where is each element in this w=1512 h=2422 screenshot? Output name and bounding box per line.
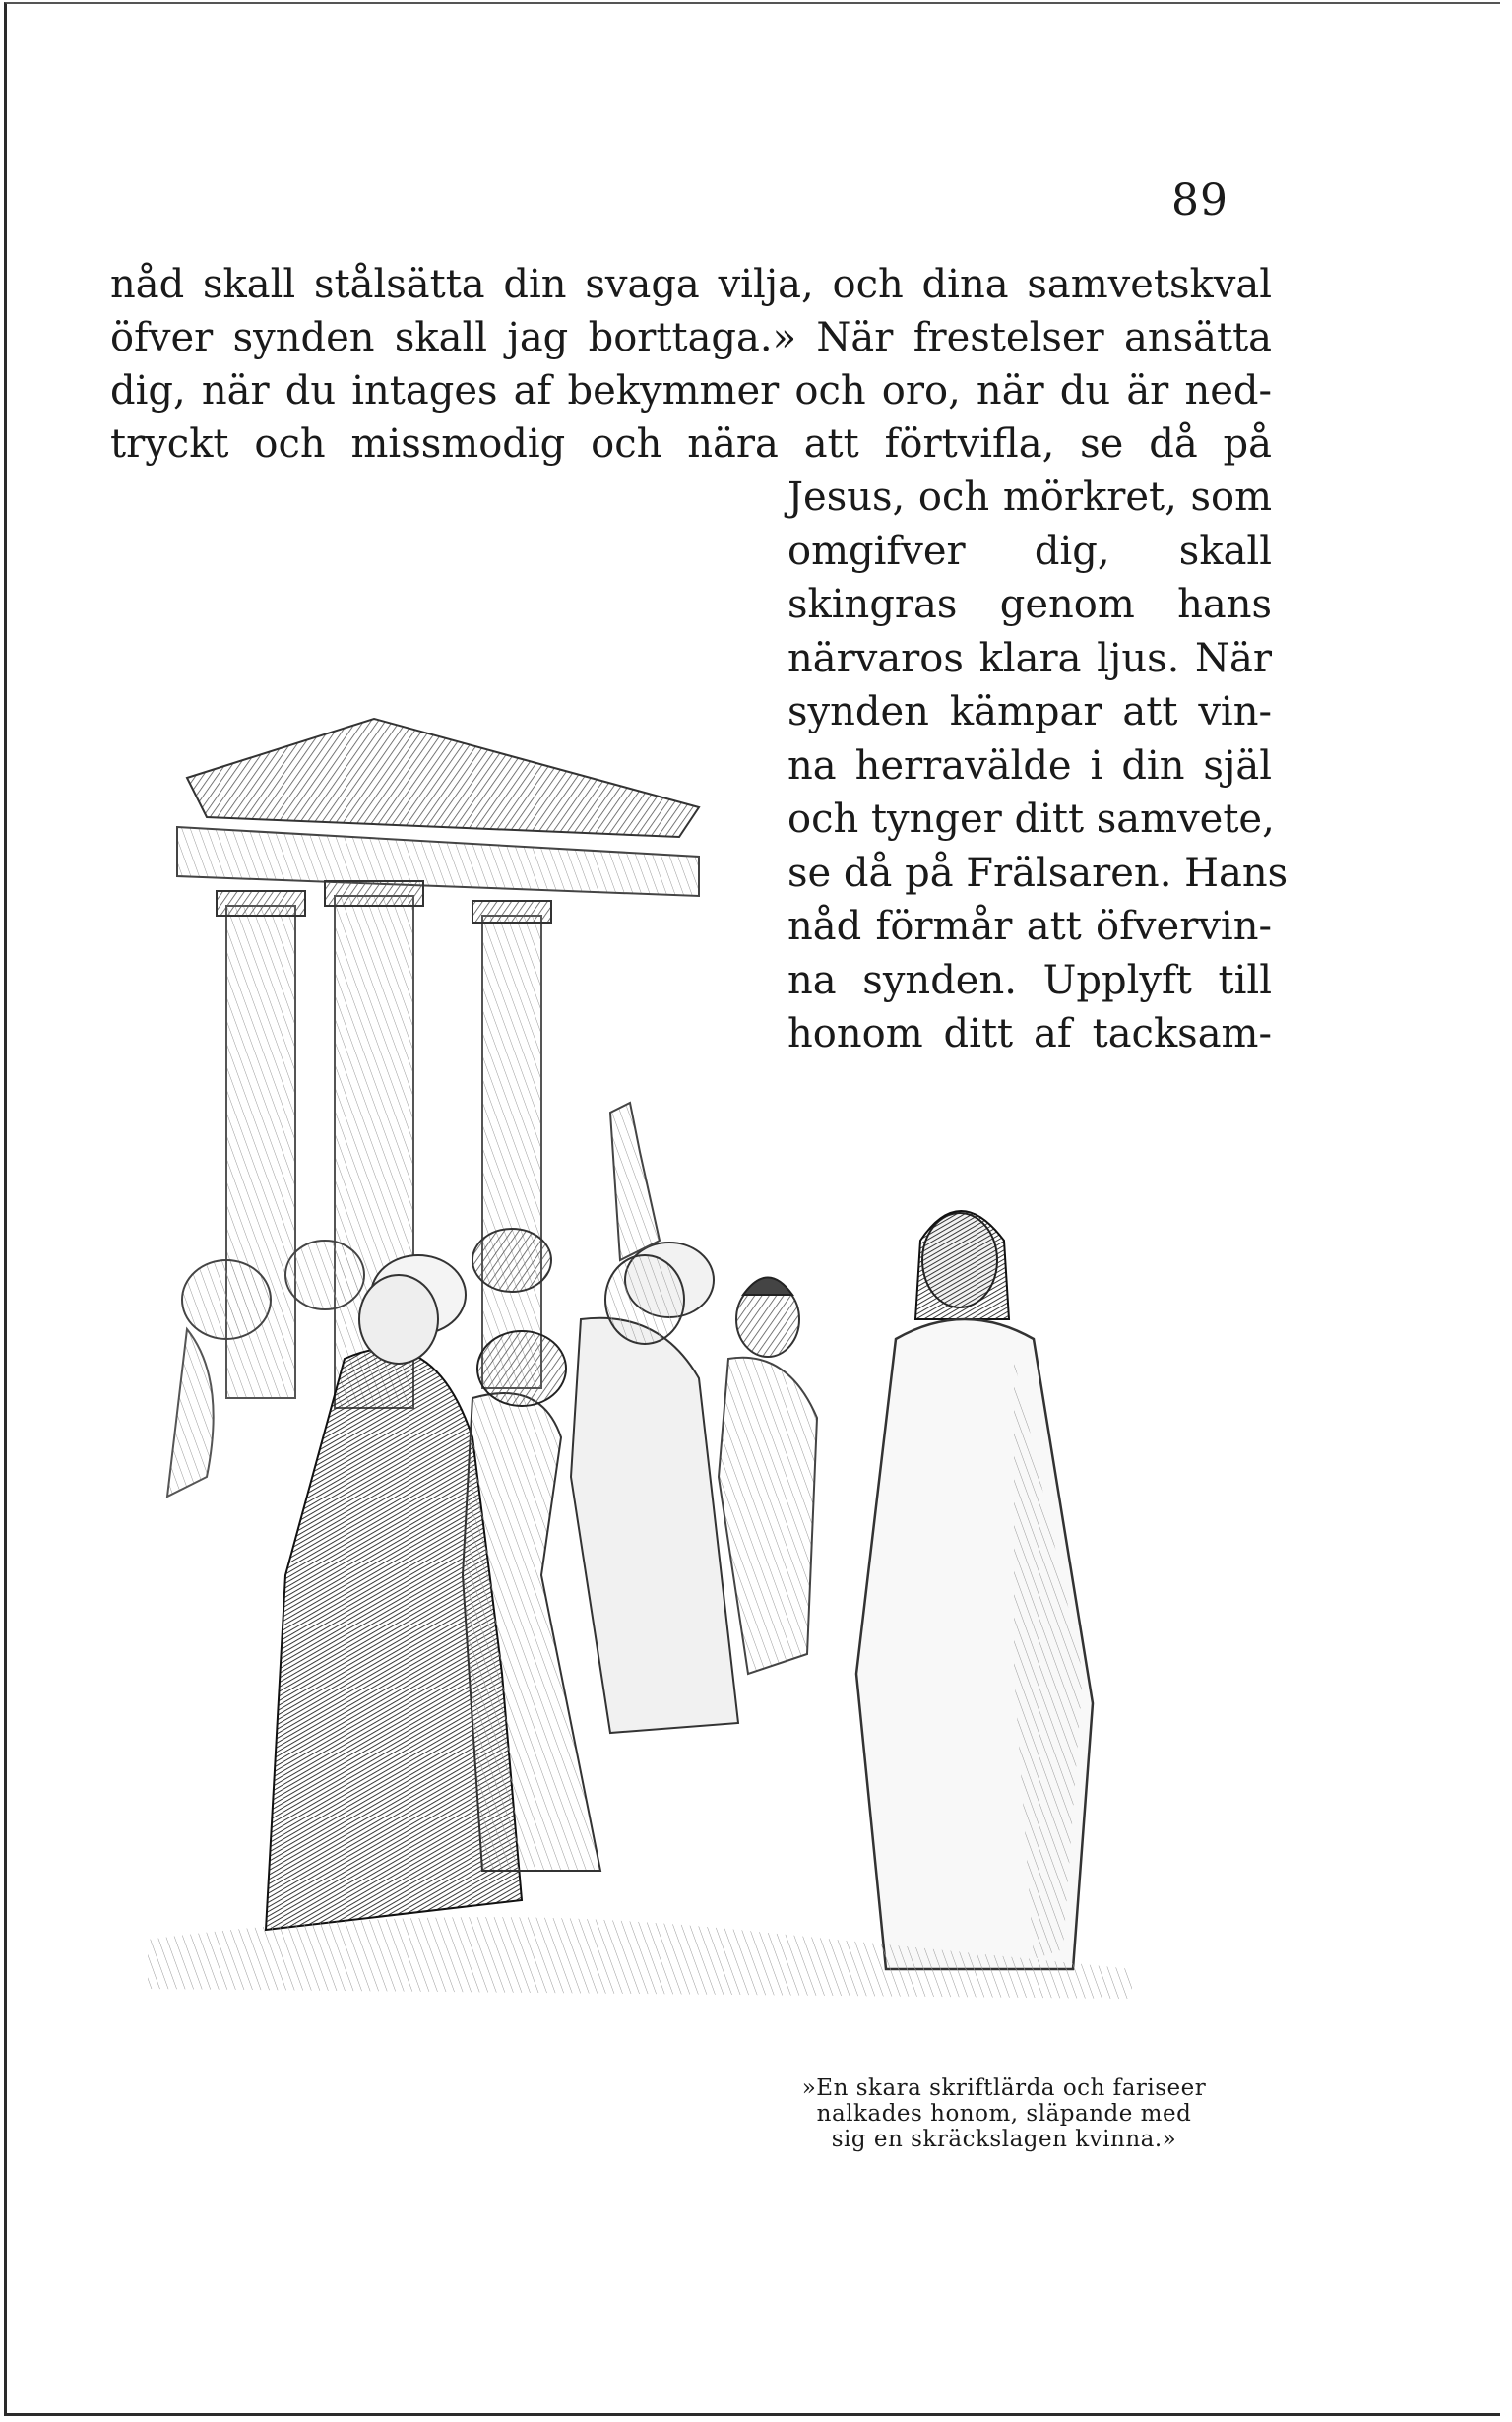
text-line: närvaros klara ljus. När — [788, 635, 1272, 681]
text-line: synden kämpar att vin- — [788, 689, 1272, 734]
caption-line: sig en skräckslagen kvinna.» — [831, 2127, 1177, 2152]
text-line: tryckt och missmodig och nära att förtvifla, se då på — [110, 421, 1272, 467]
text-line: skingras genom hans — [788, 582, 1272, 627]
text-line: öfver synden skall jag borttaga.» När frestelser ansätta — [110, 315, 1272, 360]
caption-line: »En skara skriftlärda och fariseer — [801, 2075, 1207, 2101]
body-text-full-width — [110, 258, 1272, 471]
page-number: 89 — [1171, 175, 1228, 225]
jesus-figure — [856, 1211, 1093, 1969]
text-line: Jesus, och mörkret, som — [788, 475, 1272, 520]
text-line: nåd skall stålsätta din svaga vilja, och dina samvetskval — [110, 262, 1272, 307]
illustration-caption — [728, 2075, 1280, 2152]
engraving-illustration — [148, 689, 1191, 2048]
temple-roof — [177, 719, 699, 896]
text-line: na synden. Upplyft till — [788, 957, 1272, 1003]
text-line: omgifver dig, skall — [788, 528, 1272, 574]
text-line: nåd förmår att öfvervin- — [788, 904, 1272, 949]
text-line: se då på Frälsaren. Hans — [788, 850, 1289, 896]
text-line: honom ditt af tacksam- — [788, 1011, 1272, 1056]
text-line: och tynger ditt samvete, — [788, 797, 1275, 842]
text-line: na herravälde i din själ — [788, 742, 1272, 789]
caption-line: nalkades honom, släpande med — [816, 2101, 1192, 2127]
text-line: dig, när du intages af bekymmer och oro, när du är ned- — [110, 368, 1272, 414]
